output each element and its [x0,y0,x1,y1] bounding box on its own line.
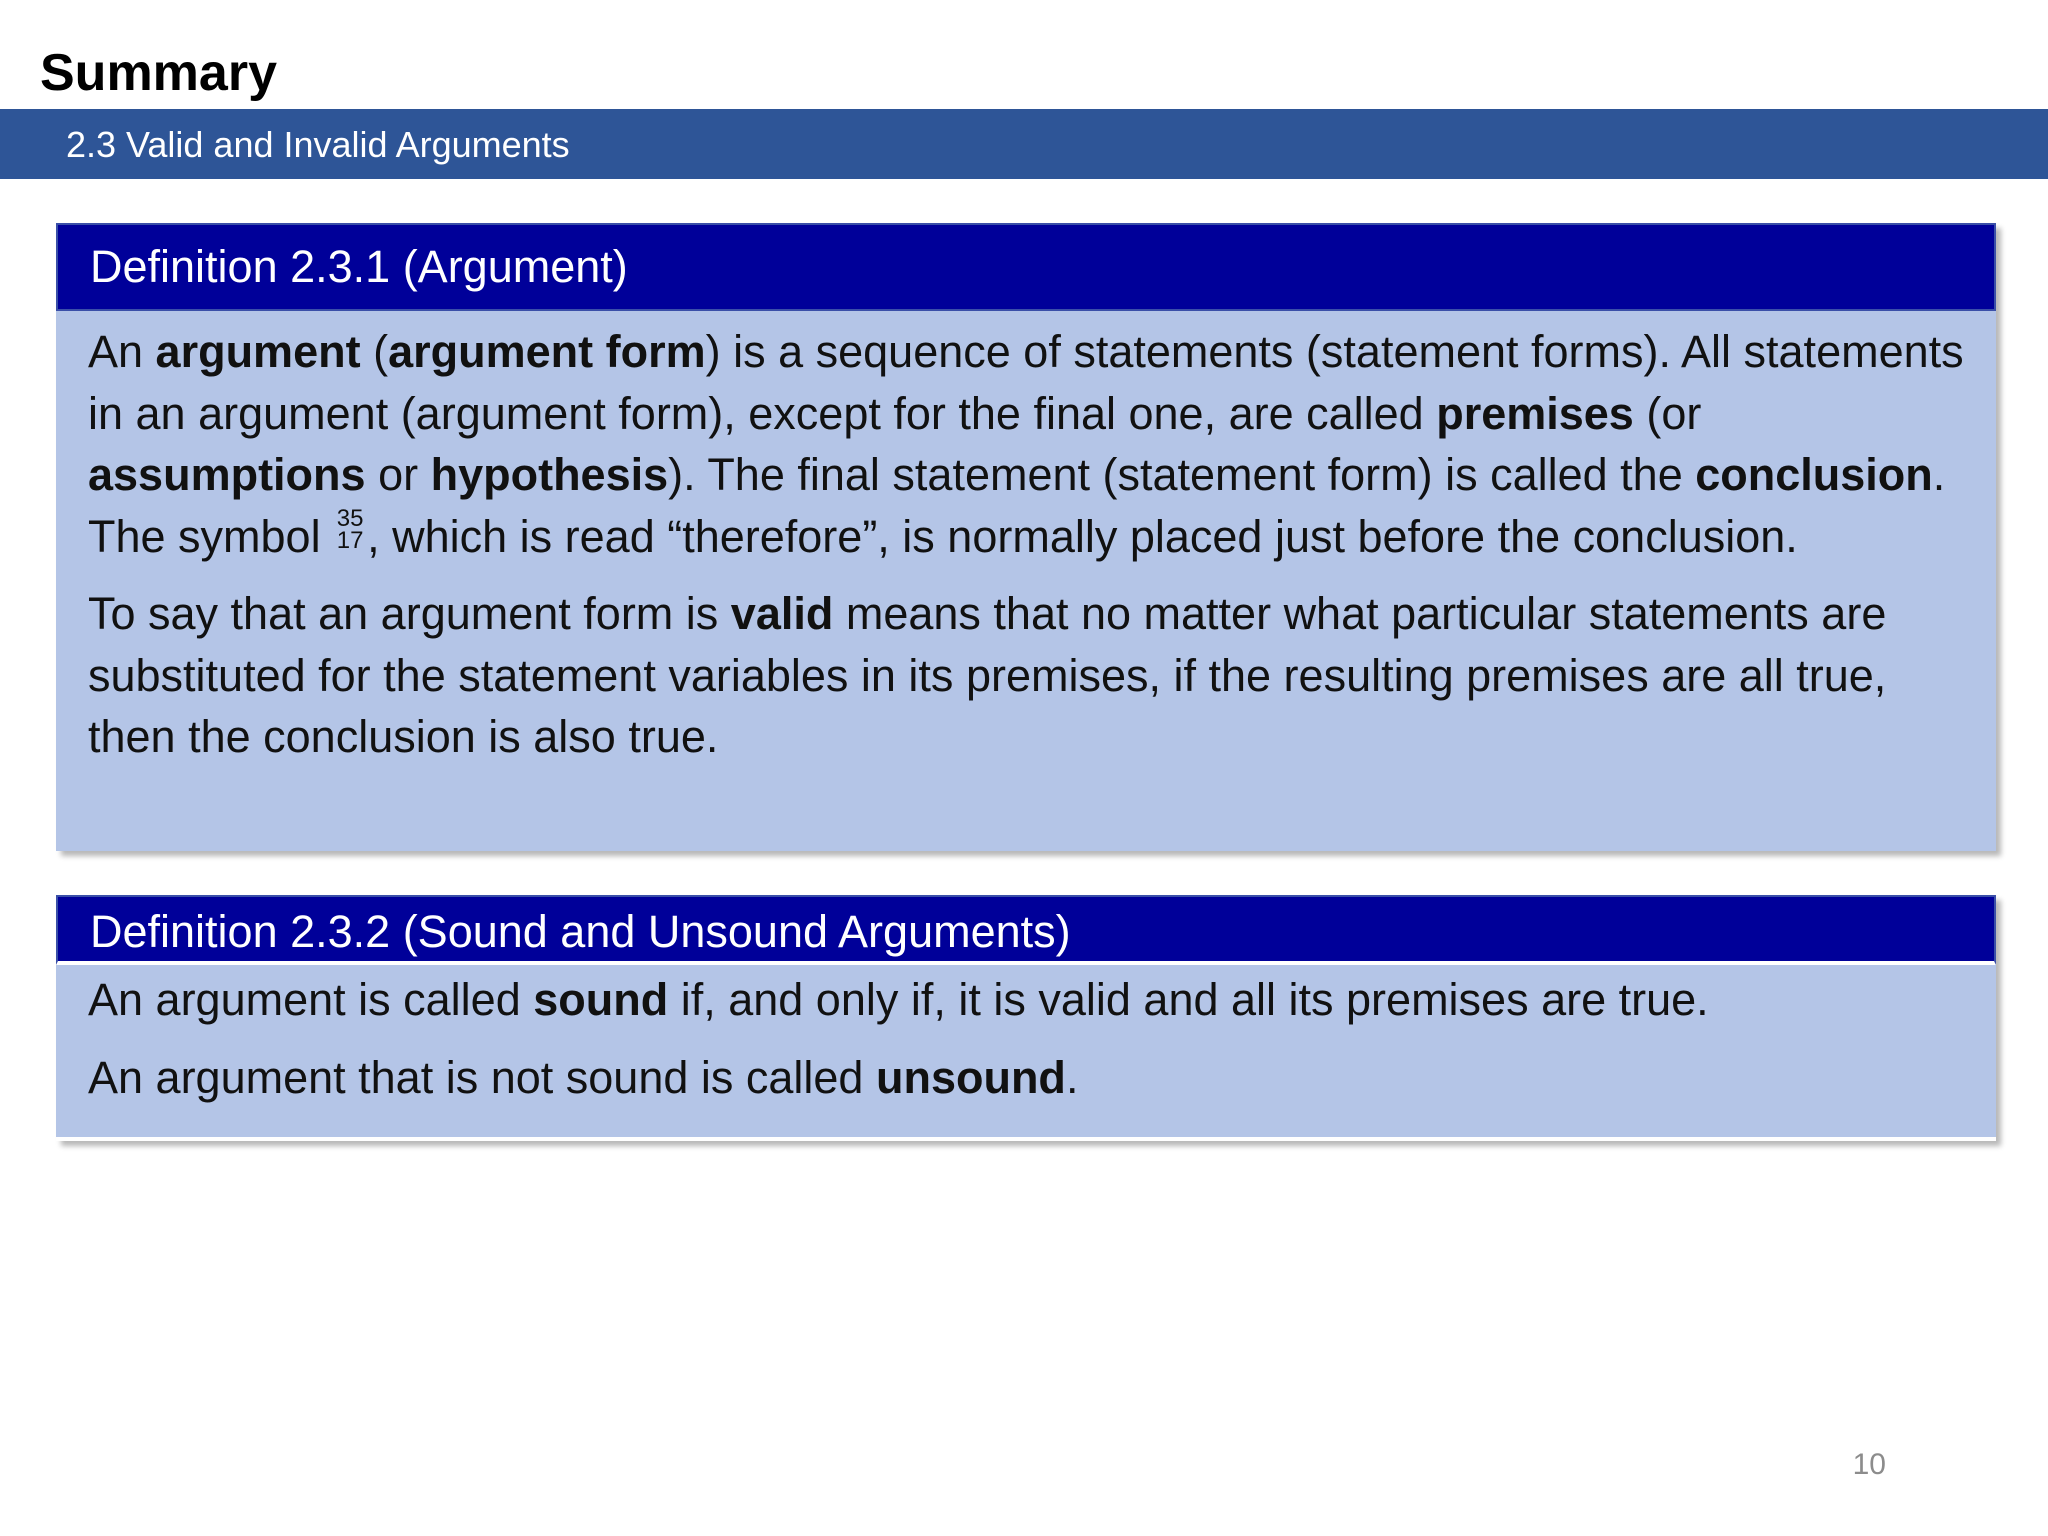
definition-box-sound-unsound [56,895,1996,1141]
page-title: Summary [40,44,277,102]
page-number: 10 [1852,1448,1886,1481]
section-title: 2.3 Valid and Invalid Arguments [66,124,570,165]
term-valid: valid [730,588,834,639]
definition-body [56,311,1996,768]
definition-box-argument [56,223,1996,851]
term-argument-form: argument form [388,326,706,377]
definition-paragraph [88,1043,1964,1113]
term-unsound: unsound [875,1052,1066,1103]
text-run: ) is a sequence of statements (statement forms). All statements in an argument (argument form), except for the final one, are called [88,326,1964,439]
term-sound: sound [533,974,669,1025]
section-banner [0,109,2048,179]
term-hypothesis: hypothesis [430,449,669,500]
definition-header: Definition 2.3.1 (Argument) [56,223,1996,311]
text-run: , which is read “therefore”, is normally placed just before the conclusion. [367,510,1798,562]
text-run: means that no matter what particular statements are substituted for the statement variables in its premises, if the resulting premises are all true, then the conclusion is also true. [88,588,1887,762]
definition-paragraph [88,583,1964,768]
definition-paragraph [88,965,1964,1035]
text-run: To say that an argument form is [88,588,731,639]
text-run: An [88,326,156,377]
text-run: An argument is called [88,974,534,1025]
definition-paragraph [88,321,1964,567]
text-run: ). The final statement (statement form) is called the [668,449,1696,500]
therefore-symbol-top: 35 [336,504,364,532]
text-run: . The symbol [88,449,1946,562]
text-run: An argument that is not sound is called [88,1052,876,1103]
text-run: if, and only if, it is valid and all its premises are true. [668,974,1709,1025]
text-run: . [1065,1052,1079,1103]
therefore-symbol [333,504,367,554]
therefore-symbol-bottom: 17 [336,526,364,554]
definition-header: Definition 2.3.2 (Sound and Unsound Arguments) [56,895,1996,965]
text-run: ( [360,326,389,377]
term-assumptions: assumptions [88,449,366,500]
term-conclusion: conclusion [1695,449,1933,500]
text-run: or [365,449,431,500]
definition-body [56,965,1996,1113]
term-argument: argument [155,326,361,377]
term-premises: premises [1436,387,1634,439]
text-run: (or [1633,387,1702,439]
